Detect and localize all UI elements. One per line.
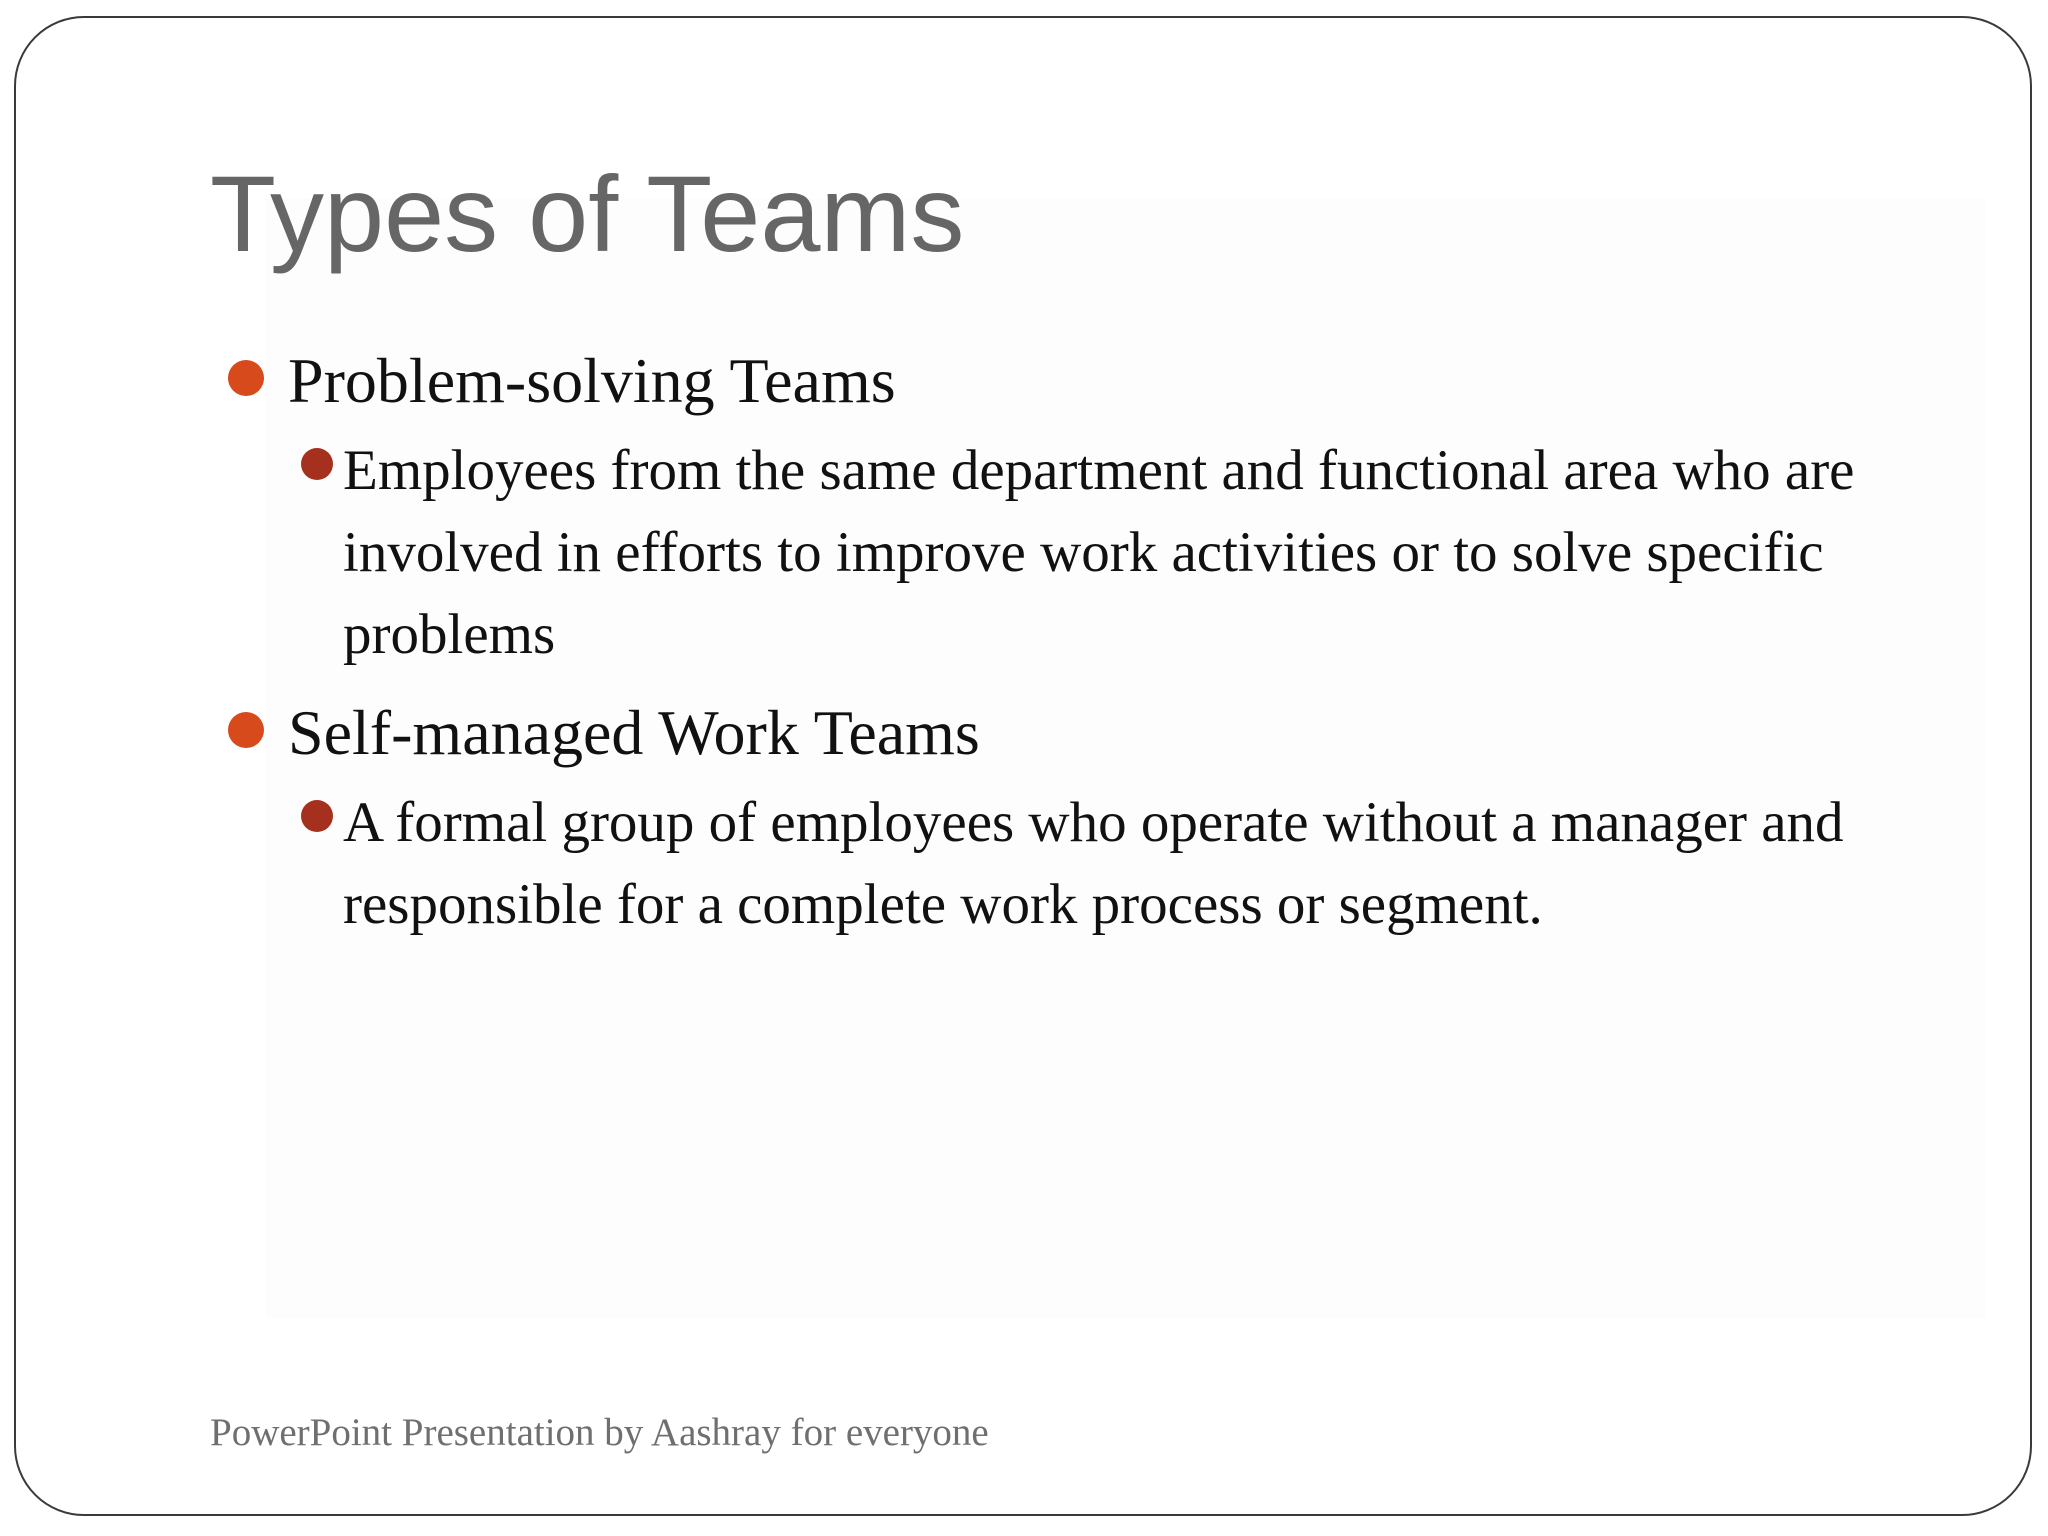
sub-bullet-problem-solving-description — [210, 430, 1910, 676]
sub-bullet-self-managed-description — [210, 782, 1910, 946]
sub-bullet-text: Employees from the same department and functional area who are involved in efforts to improve work activities or to solve specific problems — [343, 439, 1855, 666]
slide-title: Types of Teams — [210, 153, 965, 274]
bullet-circle-icon — [228, 712, 264, 748]
sub-bullet-text: A formal group of employees who operate without a manager and responsible for a complete work process or segment. — [343, 791, 1844, 936]
bullet-list — [210, 340, 1910, 962]
sub-bullet-circle-icon — [301, 448, 333, 480]
bullet-self-managed-work-teams — [210, 692, 1910, 774]
sub-bullet-group — [210, 782, 1910, 946]
bullet-label: Self-managed Work Teams — [288, 697, 980, 768]
sub-bullet-group — [210, 430, 1910, 676]
bullet-problem-solving-teams — [210, 340, 1910, 422]
sub-bullet-circle-icon — [301, 800, 333, 832]
bullet-circle-icon — [228, 360, 264, 396]
slide-footer: PowerPoint Presentation by Aashray for everyone — [210, 1411, 989, 1454]
bullet-label: Problem-solving Teams — [288, 345, 896, 416]
